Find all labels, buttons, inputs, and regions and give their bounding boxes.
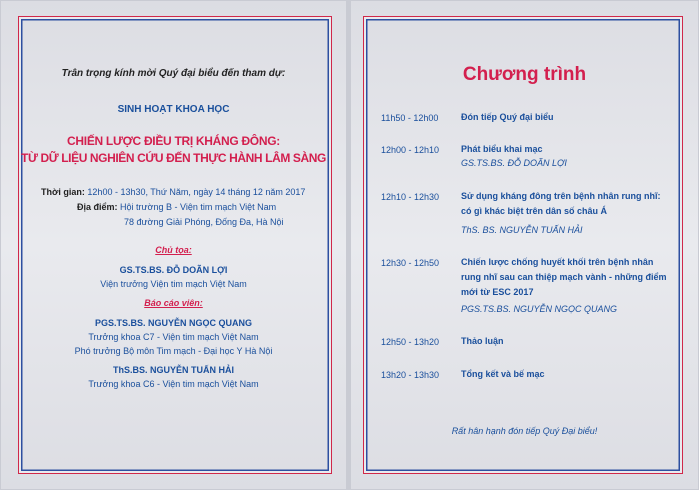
speaker-name: ThS.BS. NGUYỄN TUẤN HẢI [112, 365, 234, 375]
invitation-panel [1, 1, 346, 489]
venue-value: Hội trường B - Viện tim mạch Việt Nam [120, 202, 277, 212]
chair-role: Viện trưởng Viện tim mạch Việt Nam [100, 279, 247, 289]
event-type: SINH HOẠT KHOA HỌC [117, 104, 230, 115]
venue-label: Địa điểm: [77, 202, 118, 212]
program-heading: Chương trình [462, 64, 587, 85]
agenda-title: có gì khác biệt trên dân số châu Á [461, 206, 608, 216]
time-value: 12h00 - 13h30, Thứ Năm, ngày 14 tháng 12 năm 2017 [87, 187, 306, 197]
agenda-speaker: GS.TS.BS. ĐỖ DOÃN LỢI [461, 158, 567, 168]
speaker-role: Trưởng khoa C6 - Viện tim mạch Việt Nam [88, 379, 259, 389]
agenda-title: Đón tiếp Quý đại biểu [461, 112, 554, 122]
agenda-title: Thảo luận [461, 336, 504, 346]
event-venue [77, 202, 276, 212]
speaker-role: Phó trưởng Bộ môn Tim mạch - Đại học Y Hà Nội [74, 346, 273, 356]
agenda-time: 11h50 - 12h00 [381, 113, 439, 123]
speakers-label: Báo cáo viên: [144, 298, 203, 308]
chair-label: Chủ tọa: [155, 245, 192, 255]
speaker-name: PGS.TS.BS. NGUYỄN NGỌC QUANG [94, 318, 253, 328]
event-time [41, 187, 305, 197]
agenda-time: 12h50 - 13h20 [381, 337, 440, 347]
time-label: Thời gian: [41, 187, 85, 197]
agenda-time: 12h10 - 12h30 [381, 192, 440, 202]
agenda-speaker: ThS. BS. NGUYỄN TUẤN HẢI [461, 225, 583, 235]
closing-note: Rất hân hạnh đón tiếp Quý Đại biểu! [451, 426, 598, 436]
agenda-time: 12h30 - 12h50 [381, 258, 440, 268]
venue-address: 78 đường Giải Phóng, Đống Đa, Hà Nội [124, 217, 284, 227]
event-title-line1: CHIẾN LƯỢC ĐIỀU TRỊ KHÁNG ĐÔNG: [67, 134, 280, 148]
agenda-speaker: PGS.TS.BS. NGUYỄN NGỌC QUANG [461, 304, 618, 314]
agenda-title: Phát biểu khai mạc [461, 144, 543, 154]
agenda-title: mới từ ESC 2017 [461, 287, 534, 297]
agenda-title: Chiến lược chống huyết khối trên bệnh nhân [461, 257, 654, 267]
agenda-time: 13h20 - 13h30 [381, 370, 440, 380]
chair-name: GS.TS.BS. ĐỖ DOÃN LỢI [119, 265, 228, 275]
speaker-role: Trưởng khoa C7 - Viện tim mạch Việt Nam [88, 332, 259, 342]
agenda-title: Tổng kết và bế mạc [461, 369, 545, 379]
greeting: Trân trọng kính mời Quý đại biểu đến tham dự: [61, 68, 286, 79]
agenda-title: Sử dụng kháng đông trên bệnh nhân rung nhĩ: [461, 191, 661, 201]
agenda-time: 12h00 - 12h10 [381, 145, 440, 155]
event-title-line2: TỪ DỮ LIỆU NGHIÊN CỨU ĐẾN THỰC HÀNH LÂM SÀNG [21, 151, 326, 165]
agenda-title: rung nhĩ sau can thiệp mạch vành - những điểm [461, 272, 667, 282]
program-panel [351, 1, 698, 489]
